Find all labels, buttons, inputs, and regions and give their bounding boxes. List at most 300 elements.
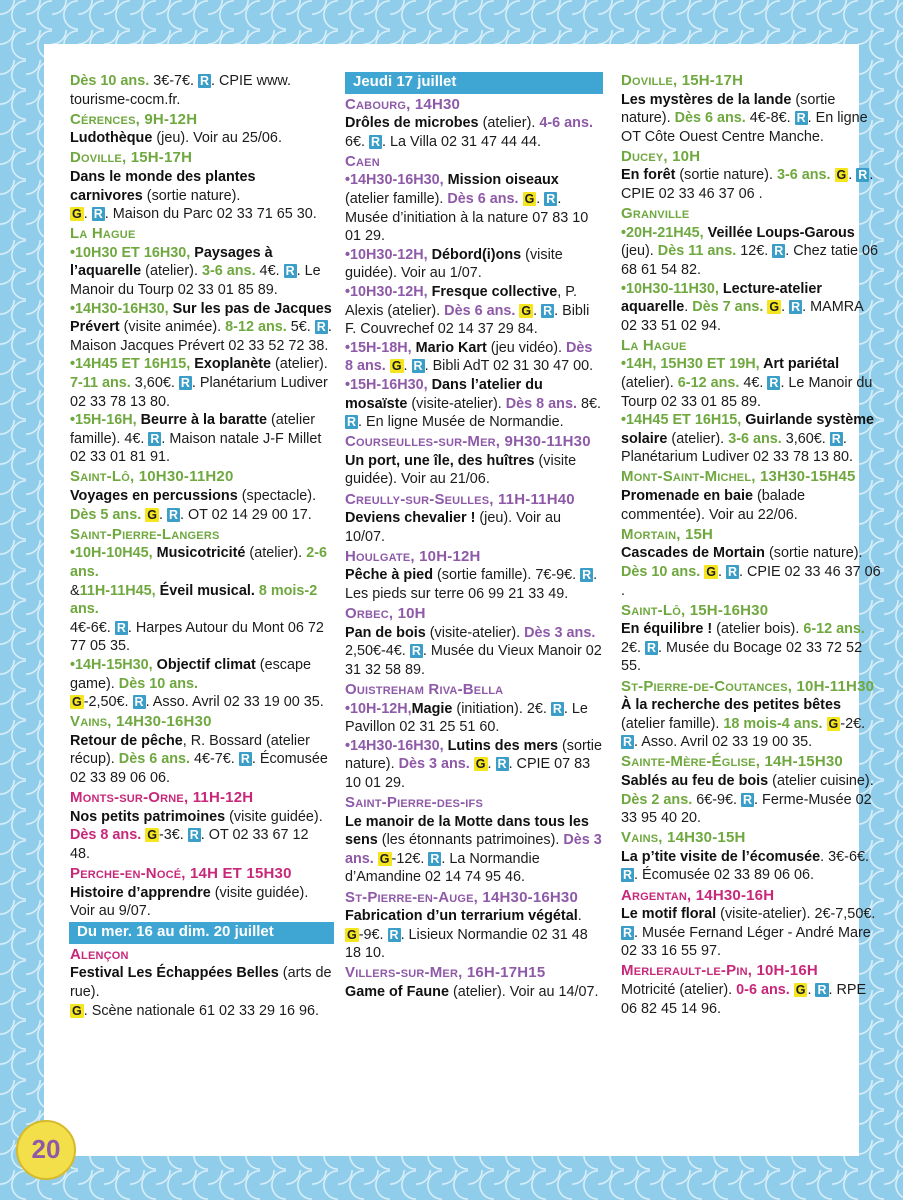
page-number-badge: 20 [16,1120,76,1180]
free-badge: G [769,300,780,315]
event-details: (escape game). [70,656,312,692]
event-details: (atelier). [245,545,307,562]
event-title: Ludothèque [70,130,153,147]
event-entry: Merlerault-le-Pin, 10H-16H Motricité (atelier). 0-6 ans. G . R . RPE 06 82 45 14 96. [621,962,881,1018]
event-entry [345,605,603,679]
event-details: (sortie nature). [675,167,777,184]
price-text: 4€. [255,263,284,280]
event-entry [345,491,603,547]
event-details: (atelier). [621,375,678,391]
age-label: Dès 11 ans. [657,243,737,260]
reservation-badge: R [543,303,553,318]
event-entry: Doville, 15H-17H Dans le monde des plantes carnivores (sortie nature). G . R . Maison du Parc 02 33 71 65 30. [70,149,332,223]
event-entry [621,602,881,676]
time-label: •14H, 15H30 ET 19H, [621,356,760,373]
event-details: (atelier famille). [345,191,448,208]
reservation-badge: R [389,927,399,942]
contact-text: . En ligne Musée de Normandie. [358,414,564,431]
place-heading: Courseulles-sur-Mer, 9H30-11H30 [345,433,591,451]
event-title: Les mystères de la lande [621,91,792,108]
age-label: Dès 2 ans. [621,791,693,808]
event-details: . [684,299,693,316]
free-badge: G [72,1003,82,1018]
contact-text: . Musée Fernand Léger - André Mare 02 33 16 55 97. [621,924,871,960]
contact-text: . CPIE 02 33 46 37 06 . [621,563,881,599]
event-entry: Granville •20H-21H45, Veillée Loups-Garous (jeu). Dès 11 ans. 12€. R . Chez tatie 06 68 61 54 82. •10H30-11H30, Lecture-atelier aquarelle. Dès 7 ans. G . R . MAMRA 02 33 51 02 94. [621,205,881,335]
age-label: Dès 5 ans. [70,506,142,523]
event-title: Un port, une île, des huîtres [345,452,535,469]
event-details: (visite guidée). Voir au 9/07. [70,884,309,920]
price-text: -12€. [391,850,429,867]
place-heading: Ducey, 10H [621,147,701,165]
free-badge: G [828,716,839,731]
place-heading: Saint-Pierre-des-ifs [345,794,484,812]
event-details: (atelier). [271,356,328,373]
event-title: Musicotricité [152,545,246,562]
event-entry [345,548,603,604]
event-details: (visite guidée). Voir au 21/06. [345,452,577,488]
place-heading: Monts-sur-Orne, 11H-12H [70,789,254,807]
event-title: En forêt [621,167,676,184]
event-details: (atelier). [478,115,540,132]
event-entry [345,889,603,963]
reservation-badge: R [623,925,633,940]
event-title: Guirlande système solaire [621,412,875,447]
contact-text: . Asso. Avril 02 33 19 00 35. [634,734,813,751]
reservation-badge: R [430,851,440,866]
event-title: Sablés au feu de bois [621,772,769,789]
event-entry [621,337,881,467]
place-heading: Argentan, 14H30-16H [621,886,775,904]
date-band: Jeudi 17 juillet [345,72,603,94]
price-text: 6€-9€. [692,791,742,808]
age-label: 6-12 ans. [677,375,740,391]
event-title: Fresque collective [427,284,558,301]
time-label: •15H-16H, [70,412,137,429]
reservation-badge: R [743,792,753,807]
column-1 [70,72,332,1022]
reservation-badge: R [769,376,779,390]
place-heading: St-Pierre-en-Auge, 14H30-16H30 [345,888,579,906]
event-title: Paysages à l’aquarelle [70,244,273,280]
price-text: 12€. [736,243,773,260]
event-title: Art pariétal [759,356,840,373]
contact-text: . CPIE 07 83 10 01 29. [345,756,591,791]
contact-text: . Planétarium Ludiver 02 33 78 13 80. [70,375,328,410]
reservation-badge: R [791,300,801,315]
event-details: (sortie nature). [345,737,602,773]
place-heading: Caen [345,152,380,170]
reservation-badge: R [727,564,737,579]
age-label: Dès 10 ans. [621,563,701,580]
place-heading: Vains, 14H30-15H [621,829,746,847]
contact-text: . Maison Jacques Prévert 02 33 52 72 38. [70,319,332,354]
event-entry [345,96,603,152]
contact-text: . Écomusée 02 33 89 06 06. [70,751,328,786]
reservation-badge: R [116,620,126,635]
event-entry: Ducey, 10H En forêt (sortie nature). 3-6 ans. G . R . CPIE 02 33 46 37 06 . [621,148,881,204]
contact-text: . Maison du Parc 02 33 71 65 30. [104,206,317,223]
price-text: 3,60€. [130,375,179,391]
contact-text: . Bibli AdT 02 31 30 47 00. [424,358,594,375]
time-label: •14H30-16H30, [345,172,444,189]
time-label: •14H30-16H30, [70,300,169,317]
free-badge: G [72,207,82,222]
contact-text: . Musée du Vieux Manoir 02 31 32 58 89. [345,643,602,678]
reservation-badge: R [623,735,633,750]
event-details: (visite-atelier). 2€-7,50€. [716,906,876,923]
event-details: (sortie nature). [142,187,241,204]
event-entry [345,794,603,887]
price-text: 4€-7€. [190,751,239,768]
reservation-badge: R [497,757,507,772]
event-details: (atelier). [141,263,202,280]
age-label: 8 mois-2 ans. [70,582,318,618]
event-details: (jeu). Voir au 25/06. [152,130,282,147]
event-title: Lutins des mers [443,737,558,754]
event-title: Mission oiseaux [443,172,559,189]
contact-text: . RPE 06 82 45 14 96. [621,982,867,1017]
reservation-badge: R [858,168,868,183]
contact-text: . CPIE 02 33 46 37 06 . [621,167,874,203]
time-label: •14H30-16H30, [345,737,444,754]
event-details: (atelier bois). [712,621,804,638]
contact-text: . Maison natale J-F Millet 02 33 01 81 91. [70,430,322,466]
contact-text: . La Normandie d’Amandine 02 14 74 95 46. [345,850,540,886]
age-label: Dès 3 ans. [345,832,602,867]
event-title: Promenade en baie [621,488,753,505]
place-heading: Mortain, 15H [621,525,714,543]
reservation-badge: R [413,359,423,374]
event-title: Lecture-atelier aquarelle [621,280,823,316]
price-text: -3€. [158,827,188,844]
event-details: (atelier). Voir au 14/07. [448,984,599,1000]
contact-text: . Écomusée 02 33 89 06 06. [634,867,815,884]
event-title: Beurre à la baratte [136,412,268,429]
age-label: Dès 8 ans. [70,827,142,844]
place-heading: La Hague [70,225,136,243]
event-details: (les étonnants patrimoines). [377,832,564,849]
event-entry [621,829,881,885]
contact-text: . Scène nationale 61 02 33 29 16 96. [83,1002,319,1019]
reservation-badge: R [831,431,841,446]
price-text: -2€. [840,715,866,732]
time-label: 11H-11H45, [79,582,156,599]
place-heading: Creully-sur-Seulles, 11H-11H40 [345,490,575,508]
place-heading: Houlgate, 10H-12H [345,547,481,565]
contact-text: . Musée d’initiation à la nature 07 83 10 01 29. [345,191,589,245]
time-label: •14H45 ET 16H15, [621,412,742,429]
event-details: (atelier cuisine). [768,772,874,789]
event-title: Festival Les Échappées Belles [70,965,279,982]
event-title: Dans l’atelier du mosaïste [345,377,543,412]
place-heading: Merlerault-le-Pin, 10H-16H [621,962,818,980]
age-label: 6-12 ans. [803,621,865,638]
event-entry: Mortain, 15H Cascades de Mortain (sortie nature). Dès 10 ans. G . R . CPIE 02 33 46 37 06 . [621,525,881,599]
event-entry [621,678,881,752]
contact-text: . Musée du Bocage 02 33 72 52 55. [621,639,863,675]
event-entry [621,72,881,146]
event-entry: Saint-Lô, 10H30-11H20 Voyages en percussions (spectacle). Dès 5 ans. G . R . OT 02 14 29 00 17. [70,468,332,524]
contact-text: . OT 02 33 67 12 48. [70,827,309,862]
place-heading: Granville [621,205,690,223]
time-label: •10H30-11H30, [621,280,719,297]
place-heading: Doville, 15H-17H [70,149,193,167]
age-label: Dès 6 ans. [447,191,519,208]
price-text: 4€. [739,375,768,391]
event-entry [621,468,881,524]
event-title: Pêche à pied [345,567,433,584]
free-badge: G [147,507,157,522]
place-heading: Doville, 15H-17H [621,72,744,89]
reservation-badge: R [552,701,562,716]
event-details: (visite animée). [119,319,226,336]
place-heading: Saint-Lô, 10H30-11H20 [70,468,234,486]
event-title: Nos petits patrimoines [70,808,226,825]
price-text: 2,50€-4€. [345,643,410,660]
place-heading: Saint-Lô, 15H-16H30 [621,601,769,619]
time-label: •14H45 ET 16H15, [70,356,191,373]
time-label: •10H-10H45, [70,545,153,562]
event-entry [621,887,881,961]
free-badge: G [521,303,532,318]
event-title: Le motif floral [621,906,717,923]
free-badge: G [524,192,535,207]
event-title: Pan de bois [345,624,426,641]
event-entry [70,111,332,148]
event-details: , P. Alexis (atelier). [345,284,577,319]
contact-text: . Chez tatie 06 68 61 54 82. [621,243,879,278]
event-details: (visite guidée). Voir au 1/07. [345,246,563,282]
event-details: . 3€-6€. [820,848,869,865]
contact-text: . Le Manoir du Tourp 02 33 01 85 89. [621,375,873,410]
age-label: 3-6 ans. [201,263,256,280]
price-text: 4€-8€. [745,110,795,127]
price-text: 3€-7€. [149,73,199,89]
place-heading: Sainte-Mère-Église, 14H-15H30 [621,753,843,771]
place-heading: La Hague [621,336,687,354]
column-2 [345,72,603,1003]
place-heading: Alençon [70,945,129,963]
event-details: (balade commentée). Voir au 22/06. [621,488,805,523]
price-text: 4€-6€. [70,619,115,636]
event-entry [70,526,332,712]
age-label: 4-6 ans. [539,115,593,132]
age-label: Dès 6 ans. [674,110,746,127]
contact-text: . MAMRA 02 33 51 02 94. [621,299,863,334]
age-label: Dès 6 ans. [118,751,190,768]
event-details: (atelier). [667,430,729,447]
event-title: Voyages en percussions [70,488,238,505]
contact-text: . Les pieds sur terre 06 99 21 33 49. [345,567,598,603]
event-entry [70,865,332,921]
event-title: Deviens chevalier ! [345,510,476,527]
price-text: 6€. [345,133,370,150]
price-text: 2€. [621,639,646,656]
reservation-badge: R [817,983,827,997]
contact-text: . Le Pavillon 02 31 25 51 60. [345,700,588,736]
age-label: 18 mois-4 ans. [723,715,823,732]
event-details: (initiation). 2€. [452,700,551,717]
time-label: •10H-12H, [345,700,412,717]
event-title: À la recherche des petites bêtes [621,697,841,714]
reservation-badge: R [316,320,326,335]
event-details: (sortie nature). [764,545,863,562]
reservation-badge: R [371,134,381,149]
place-heading: Perche-en-Nocé, 14H ET 15H30 [70,864,292,882]
event-details: (jeu). Voir au 10/07. [345,510,561,545]
age-label: 2-6 ans. [70,545,327,580]
event-title: Motricité [621,982,676,998]
age-label: 8-12 ans. [225,319,287,336]
time-label: •10H30 ET 16H30, [70,244,191,261]
event-details: (visite-atelier). [425,624,525,641]
contact-text: . Bibli F. Couvrechef 02 14 37 29 84. [345,302,590,338]
contact-text: . OT 02 14 29 00 17. [179,506,312,523]
reservation-badge: R [774,244,784,259]
event-entry: Caen •14H30-16H30, Mission oiseaux (atelier famille). Dès 6 ans. G . R . Musée d’initiation à la nature 07 83 10 01 29. •10H30-12H, Débord(i)ons (visite guidée). Voir au 1/07. •10H30-12H, Fresque collective, P. Alexis (atelier). Dès 6 ans. G . R . Bibli F. Couvrechef 02 14 37 29 84. •15H-18H, Mario Kart (jeu vidéo). Dès 8 ans. G . R . Bibli AdT 02 31 30 47 00. •15H-16H30, Dans l’atelier du mosaïste (visite-atelier). Dès 8 ans. 8€. R . En ligne Musée de Normandie. [345,153,603,432]
event-details: (arts de rue). [70,965,332,1000]
age-label: Dès 8 ans. [505,395,577,412]
event-title: Débord(i)ons [427,246,522,263]
free-badge: G [836,168,847,183]
event-details: (sortie famille). 7€-9€. [432,567,581,584]
reservation-badge: R [647,640,657,655]
contact-text: . CPIE www. tourisme-cocm.fr. [70,73,292,108]
event-title: Mario Kart [411,339,487,356]
time-label: •15H-18H, [345,339,412,356]
place-heading: St-Pierre-de-Coutances, 10H-11H30 [621,677,875,695]
event-title: Histoire d’apprendre [70,884,211,901]
age-label: Dès 10 ans. [118,675,198,692]
event-entry [621,753,881,827]
place-heading: Cérences, 9H-12H [70,110,198,128]
event-entry [70,946,332,1020]
free-badge: G [391,359,402,374]
event-entry [70,789,332,863]
price-text: -9€. [358,926,388,943]
contact-text: . Ferme-Musée 02 33 95 40 20. [621,791,872,827]
time-label: •15H-16H30, [345,377,428,393]
place-heading: Ouistreham Riva-Bella [345,681,504,698]
reservation-badge: R [796,111,806,126]
event-title: En équilibre ! [621,621,713,638]
event-title: Veillée Loups-Garous [703,224,855,241]
price-text: 5€. [286,319,315,336]
age-label: Dès 6 ans. [444,302,516,319]
place-heading: Mont-Saint-Michel, 13H30-15H45 [621,468,856,486]
event-details: (jeu vidéo). [486,339,566,356]
place-heading: Villers-sur-Mer, 16H-17H15 [345,964,546,982]
free-badge: G [706,564,716,579]
time-label: •14H-15H30, [70,656,153,673]
ampersand: & [70,582,80,599]
reservation-badge: R [200,74,210,88]
age-label: 0-6 ans. [736,982,790,998]
event-details: , R. Bossard (atelier récup). [70,732,310,768]
price-text: -2,50€. [83,694,133,711]
event-details: (atelier famille). 4€. [70,412,316,447]
event-title: Exoplanète [190,356,272,373]
reservation-badge: R [180,376,190,390]
event-entry [345,433,603,489]
contact-text: . Asso. Avril 02 33 19 00 35. [145,694,324,711]
event-entry [70,225,332,467]
event-title: Magie [411,700,453,717]
free-badge: G [347,927,357,942]
column-3 [621,72,881,1020]
event-title: Dans le monde des plantes carnivores [70,168,256,204]
time-label: •20H-21H45, [621,224,704,241]
event-details: (sortie nature). [621,91,836,127]
event-title: Drôles de microbes [345,115,479,132]
age-label: Dès 10 ans. [70,73,150,89]
age-label: 3-6 ans. [776,167,831,184]
place-heading: Cabourg, 14H30 [345,95,461,113]
reservation-badge: R [582,568,592,583]
event-title: La p’tite visite de l’écomusée [621,848,821,865]
contact-text: . En ligne OT Côte Ouest Centre Manche. [621,110,868,145]
event-details: (jeu). [621,243,658,260]
event-title: Fabrication d’un terrarium végétal [345,908,578,925]
event-entry [70,72,332,109]
contact-text: . La Villa 02 31 47 44 44. [382,133,542,150]
reservation-badge: R [134,695,144,710]
age-label: 7-11 ans. [70,375,131,391]
place-heading: Orbec, 10H [345,605,426,623]
contact-text: . Lisieux Normandie 02 31 48 18 10. [345,926,588,962]
place-heading: Vains, 14H30-16H30 [70,713,212,731]
event-entry: Ouistreham Riva-Bella •10H-12H,Magie (initiation). 2€. R . Le Pavillon 02 31 25 51 60. •14H30-16H30, Lutins des mers (sortie nature). Dès 3 ans. G . R . CPIE 07 83 10 01 29. [345,681,602,791]
contact-text: . Le Manoir du Tourp 02 33 01 85 89. [70,263,321,299]
age-label: 3-6 ans. [728,430,782,447]
free-badge: G [475,757,486,772]
contact-text: . Harpes Autour du Mont 06 72 77 05 35. [70,619,324,655]
age-label: Dès 3 ans. [398,756,470,773]
event-details: (visite guidée). [225,808,323,825]
time-label: •10H30-12H, [345,284,428,301]
date-band: Du mer. 16 au dim. 20 juillet [69,922,334,944]
event-title: Game of Faune [345,984,449,1000]
reservation-badge: R [168,507,178,522]
reservation-badge: R [189,828,199,843]
reservation-badge: R [150,431,160,446]
event-title: Le manoir de la Motte dans tous les sens [345,813,589,849]
free-badge: G [379,851,390,866]
reservation-badge: R [546,192,556,207]
age-label: Dès 8 ans. [345,339,593,375]
event-title: Retour de pêche [70,732,183,749]
event-details: (atelier). [675,982,737,998]
reservation-badge: R [623,868,633,883]
price-text: 3,60€. [781,430,830,447]
age-label: Dès 7 ans. [692,299,764,316]
event-details: (atelier famille). [621,715,724,732]
event-details: (visite-atelier). [407,395,506,412]
place-heading: Saint-Pierre-Langers [70,525,220,543]
free-badge: G [72,695,82,710]
price-text: 8€. [576,395,601,412]
free-badge: G [147,828,157,843]
reservation-badge: R [93,207,103,222]
time-label: •10H30-12H, [345,246,428,263]
age-label: Dès 3 ans. [524,624,596,641]
reservation-badge: R [347,415,357,430]
event-details: . [577,908,582,925]
event-entry [70,713,332,787]
event-title: Éveil musical. [155,582,259,599]
event-title: Cascades de Mortain [621,545,765,562]
